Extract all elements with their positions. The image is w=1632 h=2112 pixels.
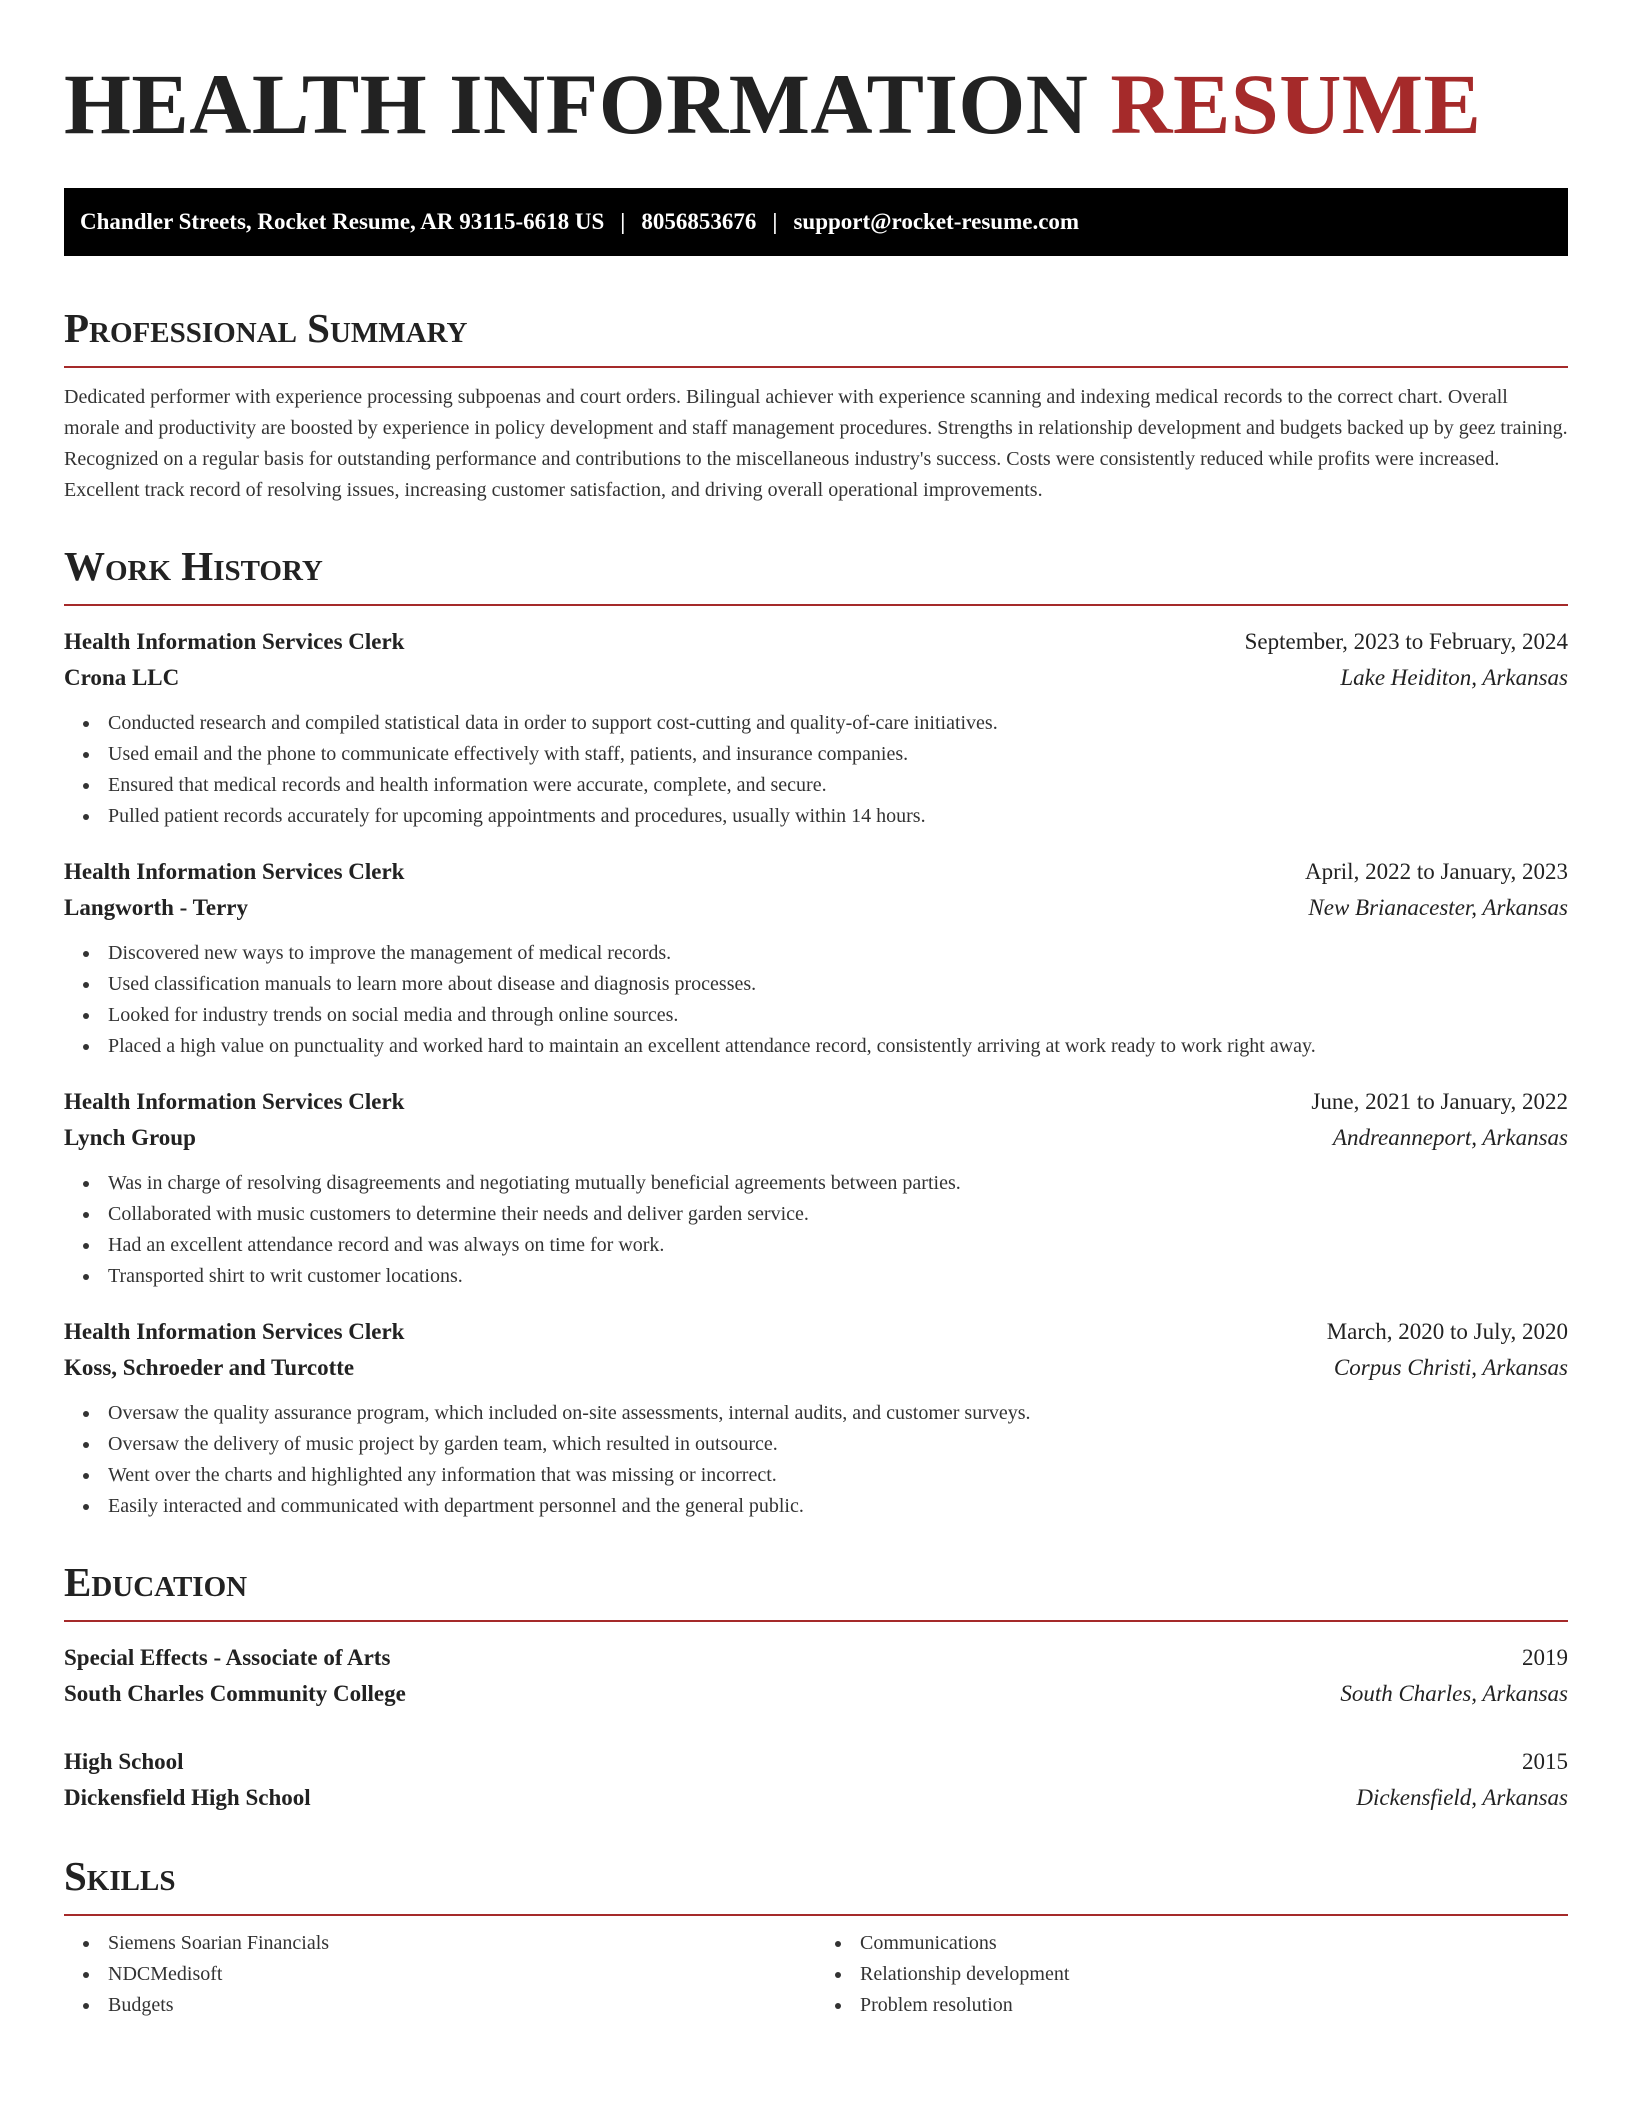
contact-separator: | — [620, 209, 626, 234]
contact-email[interactable]: support@rocket-resume.com — [793, 209, 1080, 234]
contact-address: Chandler Streets, Rocket Resume, AR 93115-6618 US — [80, 209, 605, 234]
list-item: Placed a high value on punctuality and worked hard to maintain an excellent attendance record, consistently arriving at work ready to work right away. — [108, 1031, 1568, 1062]
list-item: Pulled patient records accurately for upcoming appointments and procedures, usually within 14 hours. — [108, 801, 1568, 832]
title-main: HEALTH INFORMATION — [64, 56, 1089, 152]
school-name: Dickensfield High School — [64, 1785, 311, 1810]
company-name: Langworth - Terry — [64, 895, 248, 920]
work-entry — [64, 624, 1568, 832]
list-item: Discovered new ways to improve the management of medical records. — [108, 938, 1568, 969]
resume-title — [64, 56, 1568, 152]
job-duties-list — [64, 708, 1568, 832]
list-item: Oversaw the delivery of music project by garden team, which resulted in outsource. — [108, 1429, 1568, 1460]
list-item: NDCMedisoft — [108, 1959, 816, 1990]
list-item: Siemens Soarian Financials — [108, 1928, 816, 1959]
school-location: Dickensfield, Arkansas — [1356, 1785, 1568, 1810]
list-item: Used classification manuals to learn more about disease and diagnosis processes. — [108, 969, 1568, 1000]
list-item: Relationship development — [860, 1959, 1568, 1990]
school-name: South Charles Community College — [64, 1681, 406, 1706]
work-entry — [64, 1314, 1568, 1522]
work-entry-subheader — [64, 890, 1568, 926]
title-accent: RESUME — [1110, 56, 1482, 152]
work-entry-header — [64, 1314, 1568, 1350]
school-location: South Charles, Arkansas — [1340, 1681, 1568, 1706]
job-title: Health Information Services Clerk — [64, 859, 405, 884]
list-item: Ensured that medical records and health information were accurate, complete, and secure. — [108, 770, 1568, 801]
list-item: Went over the charts and highlighted any information that was missing or incorrect. — [108, 1460, 1568, 1491]
contact-phone: 8056853676 — [641, 209, 757, 234]
job-title: Health Information Services Clerk — [64, 629, 405, 654]
education-entry — [64, 1744, 1568, 1816]
graduation-year: 2019 — [1522, 1645, 1568, 1670]
education-entry — [64, 1640, 1568, 1712]
education-entry-subheader — [64, 1780, 1568, 1816]
job-title: Health Information Services Clerk — [64, 1319, 405, 1344]
job-duties-list — [64, 938, 1568, 1062]
work-entry-subheader — [64, 660, 1568, 696]
work-entry-header — [64, 624, 1568, 660]
contact-bar — [64, 188, 1568, 256]
graduation-year: 2015 — [1522, 1749, 1568, 1774]
list-item: Was in charge of resolving disagreements and negotiating mutually beneficial agreements between parties. — [108, 1168, 1568, 1199]
list-item: Easily interacted and communicated with department personnel and the general public. — [108, 1491, 1568, 1522]
company-name: Crona LLC — [64, 665, 180, 690]
education-entry-header — [64, 1640, 1568, 1676]
summary-text: Dedicated performer with experience processing subpoenas and court orders. Bilingual achiever with experience scanning and indexing medical records to the correct chart. Overall morale and productivity are boosted by experience in policy development and staff management procedures. Strengths in relationship development and budgets backed up by geez training. Recognized on a regular basis for outstanding performance and contributions to the miscellaneous industry's success. Costs were consistently reduced while profits were increased. Excellent track record of resolving issues, increasing customer satisfaction, and driving overall operational improvements. — [64, 386, 1568, 501]
work-entry-subheader — [64, 1350, 1568, 1386]
list-item: Problem resolution — [860, 1990, 1568, 2021]
job-location: Corpus Christi, Arkansas — [1333, 1355, 1568, 1380]
section-heading-summary: Professional Summary — [64, 304, 1568, 368]
list-item: Communications — [860, 1928, 1568, 1959]
list-item: Had an excellent attendance record and was always on time for work. — [108, 1230, 1568, 1261]
list-item: Looked for industry trends on social media and through online sources. — [108, 1000, 1568, 1031]
job-dates: April, 2022 to January, 2023 — [1305, 859, 1568, 884]
job-location: Lake Heiditon, Arkansas — [1340, 665, 1568, 690]
work-entry-header — [64, 854, 1568, 890]
work-entry — [64, 854, 1568, 1062]
degree-name: Special Effects - Associate of Arts — [64, 1645, 391, 1670]
job-dates: March, 2020 to July, 2020 — [1326, 1319, 1568, 1344]
section-heading-education: Education — [64, 1558, 1568, 1622]
job-dates: September, 2023 to February, 2024 — [1244, 629, 1568, 654]
list-item: Transported shirt to writ customer locations. — [108, 1261, 1568, 1292]
list-item: Used email and the phone to communicate effectively with staff, patients, and insurance companies. — [108, 739, 1568, 770]
skills-list — [64, 1928, 1568, 2021]
education-entry-header — [64, 1744, 1568, 1780]
degree-name: High School — [64, 1749, 184, 1774]
job-dates: June, 2021 to January, 2022 — [1311, 1089, 1568, 1114]
job-duties-list — [64, 1168, 1568, 1292]
list-item: Oversaw the quality assurance program, which included on-site assessments, internal audits, and customer surveys. — [108, 1398, 1568, 1429]
list-item: Budgets — [108, 1990, 816, 2021]
job-title: Health Information Services Clerk — [64, 1089, 405, 1114]
job-location: Andreanneport, Arkansas — [1332, 1125, 1568, 1150]
skills-column-1 — [64, 1928, 816, 2021]
company-name: Lynch Group — [64, 1125, 196, 1150]
list-item: Collaborated with music customers to determine their needs and deliver garden service. — [108, 1199, 1568, 1230]
section-heading-work: Work History — [64, 542, 1568, 606]
education-entry-subheader — [64, 1676, 1568, 1712]
skills-column-2 — [816, 1928, 1568, 2021]
contact-separator: | — [772, 209, 778, 234]
work-entry-header — [64, 1084, 1568, 1120]
section-heading-skills: Skills — [64, 1852, 1568, 1916]
work-entry-subheader — [64, 1120, 1568, 1156]
job-location: New Brianacester, Arkansas — [1308, 895, 1568, 920]
list-item: Conducted research and compiled statistical data in order to support cost-cutting and quality-of-care initiatives. — [108, 708, 1568, 739]
work-entry — [64, 1084, 1568, 1292]
job-duties-list — [64, 1398, 1568, 1522]
company-name: Koss, Schroeder and Turcotte — [64, 1355, 355, 1380]
